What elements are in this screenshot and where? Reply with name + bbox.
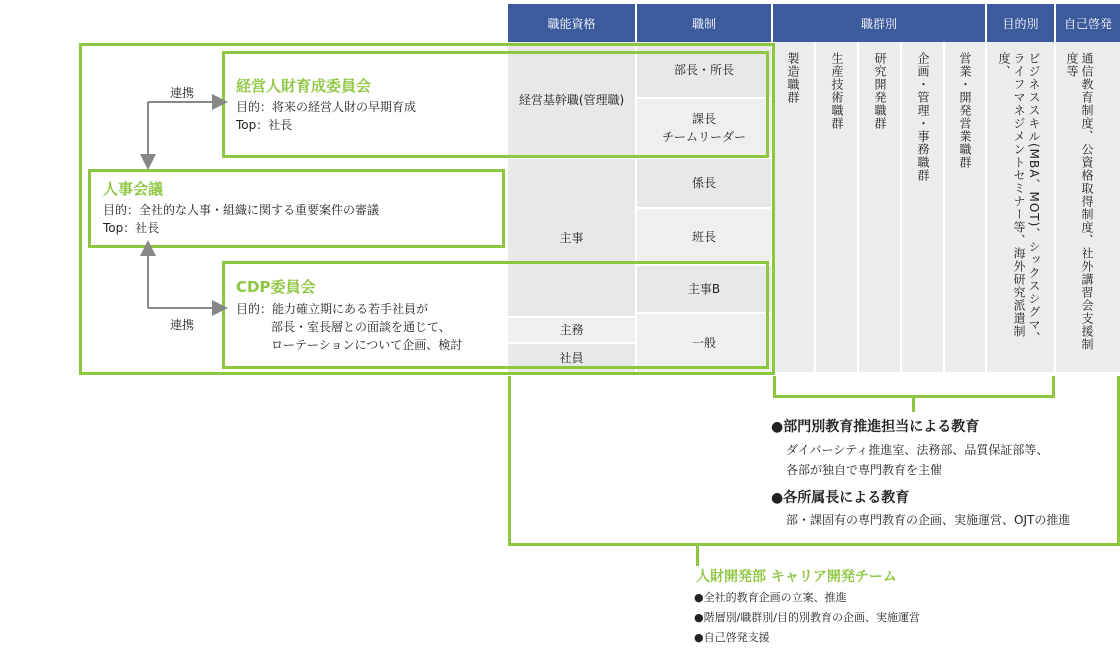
dept-line-2: 各部が独自で専門教育を主催 [786,463,943,477]
dept-bracket-right [1052,376,1055,398]
qual-shumu: 主務 [508,318,635,342]
header-shokuno-shikaku: 職能資格 [508,4,635,42]
pos-ippan: 一般 [637,314,771,372]
career-item-1: ●全社的教育企画の立案、推進 [694,591,847,604]
qual-shain: 社員 [508,344,635,372]
keiei-committee-purpose: 目的：将来の経営人財の早期育成 [236,100,417,114]
bracket-stem [696,546,699,566]
header-shokugunbetsu: 職群別 [773,4,985,42]
dept-heading-1: ●部門別教育推進担当による教育 [771,419,980,435]
jobgroup-seizo: 製造職群 [786,52,800,104]
cdp-committee-title: CDP委員会 [236,278,316,296]
jobgroup-kikaku-kanri: 企画・管理・事務職群 [916,52,930,182]
bracket-left-vertical [508,376,511,546]
header-shokusei: 職制 [637,4,771,42]
purpose-text: ビジネススキル(MBA、MOT)、シックスシグマ、ライフマネジメントセミナー等、海外研究派遣制度、 [997,52,1041,345]
dept-bracket-stem [912,398,915,412]
pos-hancho: 班長 [637,209,771,264]
self-dev-text: 通信教育制度、公資格取得制度、社外講習会支援制度等 [1065,52,1094,351]
renkei-label-bottom: 連携 [170,318,195,332]
cdp-committee-purpose-1: 目的：能力確立期にある若手社員が [236,302,429,316]
career-team-title: 人財開発部 キャリア開発チーム [696,569,897,585]
bracket-bottom-horizontal [508,543,1120,546]
keiei-committee-title: 経営人財育成委員会 [236,77,372,95]
dept-line-3: 部・課固有の専門教育の企画、実施運営、OJTの推進 [786,513,1071,527]
header-jiko-keihatsu: 自己啓発 [1056,4,1120,42]
career-item-3: ●自己啓発支援 [694,631,770,644]
cdp-committee-purpose-2: 部長・室長層との面談を通じて、 [271,320,451,334]
jinji-council-title: 人事会議 [103,180,164,198]
qual-kanri: 経営基幹職(管理職) [508,42,635,157]
pos-shuji-b: 主事B [637,266,771,312]
jobgroup-eigyo: 営業・開発営業職群 [958,52,972,169]
header-mokutekibetsu: 目的別 [987,4,1054,42]
pos-bucho: 部長・所長 [637,42,771,97]
jobgroup-kenkyu-kaihatsu: 研究開発職群 [873,52,887,130]
pos-kacho: 課長 チームリーダー [637,99,771,157]
jinji-council-top: Top：社長 [103,221,160,235]
pos-kakaricho: 係長 [637,159,771,207]
jobgroup-seisan-gijutsu: 生産技術職群 [830,52,844,130]
renkei-connectors [130,90,240,350]
renkei-label-top: 連携 [170,86,195,100]
keiei-committee-top: Top：社長 [236,118,293,132]
cdp-committee-purpose-3: ローテーションについて企画、検討 [271,338,463,352]
career-item-2: ●階層別/職群別/目的別教育の企画、実施運営 [694,611,921,624]
jinji-council-purpose: 目的：全社的な人事・組織に関する重要案件の審議 [103,203,380,217]
dept-line-1: ダイバーシティ推進室、法務部、品質保証部等、 [786,443,1049,457]
dept-heading-2: ●各所属長による教育 [771,490,910,506]
qual-shuji: 主事 [508,159,635,316]
